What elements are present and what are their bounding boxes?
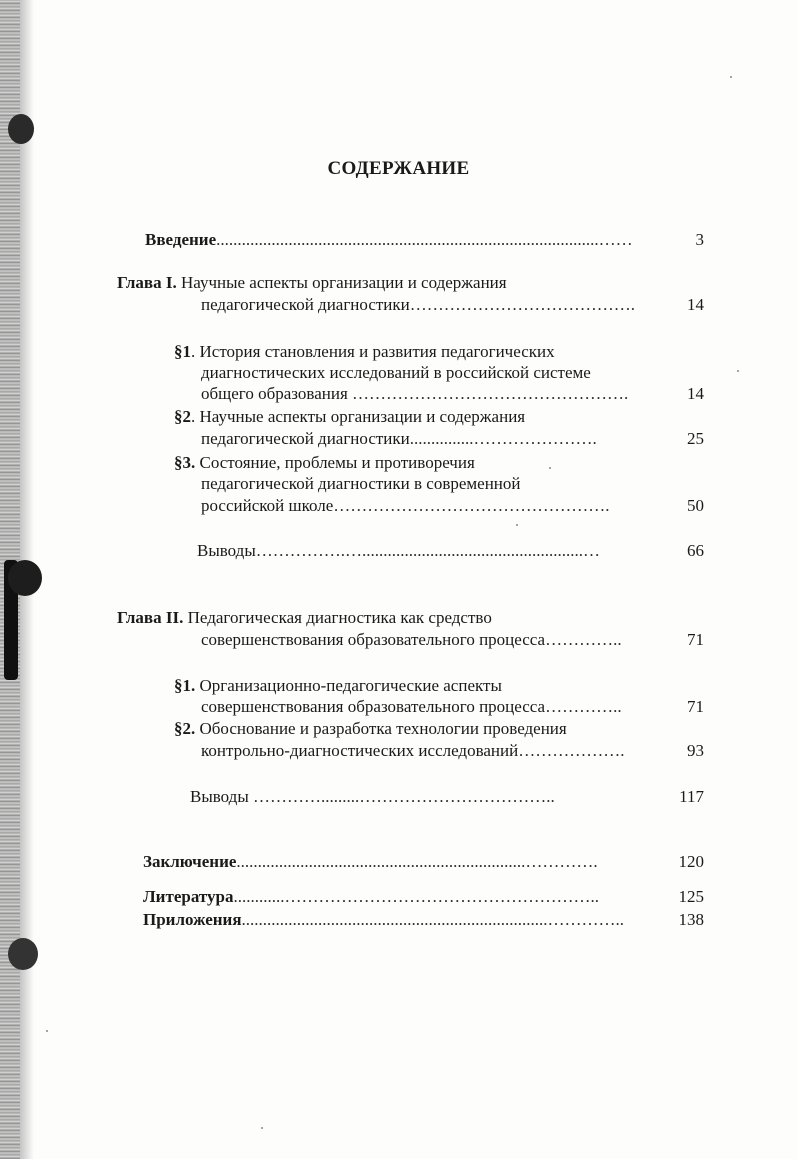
leader-dots: ..........................................................................................…… xyxy=(216,230,633,249)
chapter-1-summary xyxy=(197,542,600,559)
section-title-cont: совершенствования образовательного процесса xyxy=(201,697,546,716)
punch-hole-middle xyxy=(8,560,42,596)
toc-entry-conclusion xyxy=(143,853,598,870)
leader-dots: ....................................................................…………. xyxy=(236,852,598,871)
toc-entry-appendix xyxy=(143,911,624,928)
chapter-title-cont: педагогической диагностики xyxy=(201,295,410,314)
leader-dots: ………….........…………………………….. xyxy=(248,787,555,806)
leader-dots: ............……………………………………………….. xyxy=(233,887,599,906)
section-title: Состояние, проблемы и противоречия xyxy=(195,453,475,472)
scan-speck xyxy=(549,467,551,469)
leader-dots: …………………………………………. xyxy=(347,384,629,403)
page-number: 71 xyxy=(687,697,704,716)
section-2-1 xyxy=(174,677,502,694)
scan-speck xyxy=(46,1030,48,1032)
section-title: Организационно-педагогические аспекты xyxy=(195,676,502,695)
toc-entry-intro xyxy=(145,231,633,248)
section-number: §2. xyxy=(174,719,196,738)
punch-hole-top xyxy=(8,114,34,144)
section-number: §1. xyxy=(174,676,196,695)
leader-dots: ………….. xyxy=(545,630,622,649)
chapter-title: Педагогическая диагностика как средство xyxy=(187,608,492,627)
chapter-label: Глава II. xyxy=(117,608,184,627)
section-title-cont: педагогической диагностики xyxy=(201,429,410,448)
page-number: 14 xyxy=(687,384,704,403)
section-2-2 xyxy=(174,720,567,737)
toc-entry-label: Литература xyxy=(143,887,234,906)
toc-entry-label: Заключение xyxy=(143,852,237,871)
section-title: . История становления и развития педагогических xyxy=(191,342,555,361)
page-number: 71 xyxy=(687,630,704,649)
toc-entry-label: Приложения xyxy=(143,910,242,929)
leader-dots: ...............…………………. xyxy=(409,429,597,448)
summary-label: Выводы xyxy=(197,541,256,560)
chapter-1-heading-cont xyxy=(201,296,635,313)
section-2-1-cont xyxy=(201,698,622,715)
leader-dots: ........................................................................………….. xyxy=(241,910,625,929)
leader-dots: ………….. xyxy=(545,697,622,716)
section-title-cont: российской школе xyxy=(201,496,334,515)
section-1-3-cont xyxy=(201,475,521,492)
page-number: 3 xyxy=(695,230,704,249)
chapter-1-heading xyxy=(117,274,507,291)
chapter-2-heading-cont xyxy=(201,631,622,648)
page-number: 25 xyxy=(687,429,704,448)
section-1-3 xyxy=(174,454,475,471)
section-title-cont: педагогической диагностики в современной xyxy=(201,474,521,493)
section-1-1-cont xyxy=(201,364,591,381)
page-number: 125 xyxy=(678,887,704,906)
leader-dots: …………………………………………. xyxy=(333,496,610,515)
section-1-3-cont2 xyxy=(201,497,610,514)
page-number: 50 xyxy=(687,496,704,515)
chapter-label: Глава I. xyxy=(117,273,177,292)
leader-dots: ………………. xyxy=(518,741,625,760)
scan-speck xyxy=(516,524,518,526)
section-title-cont: диагностических исследований в российской системе xyxy=(201,363,591,382)
chapter-title: Научные аспекты организации и содержания xyxy=(180,273,507,292)
toc-entry-literature xyxy=(143,888,599,905)
page-title: СОДЕРЖАНИЕ xyxy=(327,158,470,179)
section-number: §3. xyxy=(174,453,196,472)
page-number: 66 xyxy=(687,541,704,560)
section-1-1 xyxy=(174,343,555,360)
page-number: 138 xyxy=(678,910,704,929)
section-title: Обоснование и разработка технологии проведения xyxy=(195,719,567,738)
section-number: §2 xyxy=(174,407,191,426)
scan-speck xyxy=(737,370,739,372)
page-number: 93 xyxy=(687,741,704,760)
section-2-2-cont xyxy=(201,742,624,759)
section-1-1-cont2 xyxy=(201,385,628,402)
section-title-cont: контрольно-диагностических исследований xyxy=(201,741,519,760)
toc-entry-label: Введение xyxy=(145,230,217,249)
page-number: 120 xyxy=(678,852,704,871)
chapter-2-heading xyxy=(117,609,492,626)
punch-hole-bottom xyxy=(8,938,38,970)
chapter-title-cont: совершенствования образовательного процесса xyxy=(201,630,546,649)
summary-label: Выводы xyxy=(190,787,249,806)
section-1-2-cont xyxy=(201,430,597,447)
chapter-2-summary xyxy=(190,788,555,805)
scan-speck xyxy=(730,76,732,78)
scan-speck xyxy=(261,1127,263,1129)
page-number: 117 xyxy=(679,787,704,806)
section-number: §1 xyxy=(174,342,191,361)
section-1-2 xyxy=(174,408,525,425)
leader-dots: …………………………………. xyxy=(409,295,636,314)
section-title-cont: общего образования xyxy=(201,384,348,403)
page-number: 14 xyxy=(687,295,704,314)
leader-dots: …………….…....................................................… xyxy=(255,541,601,560)
section-title: . Научные аспекты организации и содержания xyxy=(191,407,526,426)
